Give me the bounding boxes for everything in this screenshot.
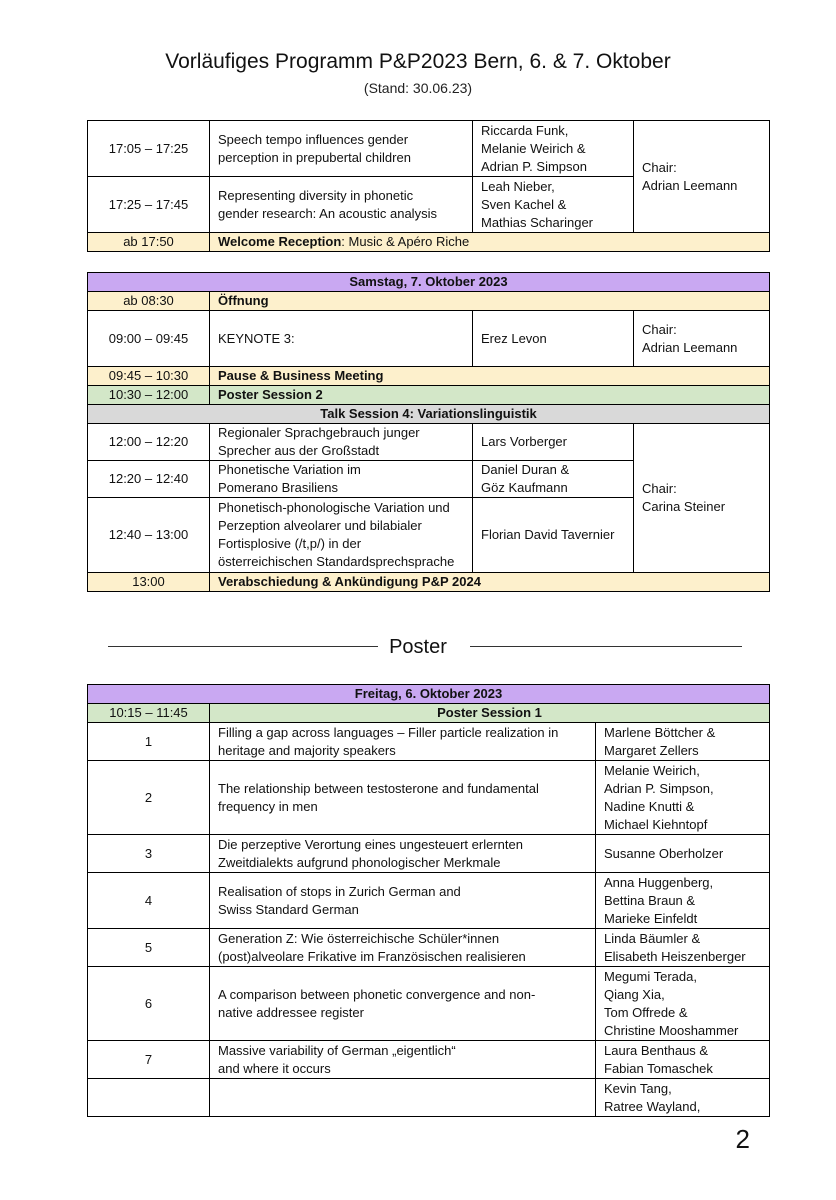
table-row (88, 233, 770, 252)
poster-authors: Linda Bäumler & Elisabeth Heiszenberger (596, 929, 770, 967)
table-row (88, 967, 770, 1041)
reception-label: Welcome Reception: Music & Apéro Riche (210, 233, 770, 252)
table-row (88, 311, 770, 367)
poster-heading-text: Poster (389, 636, 447, 658)
talk-time: 12:00 – 12:20 (88, 424, 210, 461)
poster-title: Die perzeptive Verortung eines ungesteuert erlernten Zweitdialekts aufgrund phonologischer Merkmale (210, 835, 596, 873)
poster-number: 7 (88, 1041, 210, 1079)
table-row (88, 1041, 770, 1079)
table-row (88, 424, 770, 461)
keynote-time: 09:00 – 09:45 (88, 311, 210, 367)
talk-authors: Daniel Duran & Göz Kaufmann (473, 461, 634, 498)
talk-authors: Florian David Tavernier (473, 498, 634, 573)
talk-title: Regionaler Sprachgebrauch junger Sprecher aus der Großstadt (210, 424, 473, 461)
poster-title: The relationship between testosterone and fundamental frequency in men (210, 761, 596, 835)
closing-label: Verabschiedung & Ankündigung P&P 2024 (210, 573, 770, 592)
table-row (88, 835, 770, 873)
poster-number: 4 (88, 873, 210, 929)
poster-title: A comparison between phonetic convergence and non- native addressee register (210, 967, 596, 1041)
talk-time: 17:25 – 17:45 (88, 177, 210, 233)
table-row (88, 573, 770, 592)
table-row (88, 1079, 770, 1117)
poster-authors: Megumi Terada, Qiang Xia, Tom Offrede & Christine Mooshammer (596, 967, 770, 1041)
table-row (88, 873, 770, 929)
poster-authors: Susanne Oberholzer (596, 835, 770, 873)
talk-time: 12:20 – 12:40 (88, 461, 210, 498)
poster-title: Generation Z: Wie österreichische Schüler*innen (post)alveolare Frikative im Französischen realisieren (210, 929, 596, 967)
reception-time: ab 17:50 (88, 233, 210, 252)
talk-authors: Riccarda Funk, Melanie Weirich & Adrian P. Simpson (473, 121, 634, 177)
poster-session-time: 10:15 – 11:45 (88, 704, 210, 723)
closing-time: 13:00 (88, 573, 210, 592)
table-row (88, 929, 770, 967)
pause-time: 09:45 – 10:30 (88, 367, 210, 386)
poster-number: 6 (88, 967, 210, 1041)
table-row (88, 386, 770, 405)
session-chair: Chair: Adrian Leemann (634, 121, 770, 233)
keynote-chair: Chair: Adrian Leemann (634, 311, 770, 367)
talk-authors: Leah Nieber, Sven Kachel & Mathias Scharinger (473, 177, 634, 233)
table-row (88, 367, 770, 386)
talk-session-header: Talk Session 4: Variationslinguistik (88, 405, 770, 424)
poster-title: Filling a gap across languages – Filler particle realization in heritage and majority speakers (210, 723, 596, 761)
table-row (88, 704, 770, 723)
table-row (88, 685, 770, 704)
poster-title: Massive variability of German „eigentlich“ and where it occurs (210, 1041, 596, 1079)
session-chair: Chair: Carina Steiner (634, 424, 770, 573)
poster-authors: Kevin Tang, Ratree Wayland, (596, 1079, 770, 1117)
talk-title: Phonetisch-phonologische Variation und Perzeption alveolarer und bilabialer Fortisplosive (/t,p/) in der österreichischen Standardsprechsprache (210, 498, 473, 573)
poster-authors: Anna Huggenberg, Bettina Braun & Marieke Einfeldt (596, 873, 770, 929)
poster-session-time: 10:30 – 12:00 (88, 386, 210, 405)
saturday-table (87, 272, 770, 592)
poster-title: Realisation of stops in Zurich German and Swiss Standard German (210, 873, 596, 929)
poster-authors: Marlene Böttcher & Margaret Zellers (596, 723, 770, 761)
poster-number: 1 (88, 723, 210, 761)
talk-authors: Lars Vorberger (473, 424, 634, 461)
talk-time: 17:05 – 17:25 (88, 121, 210, 177)
poster-number: 2 (88, 761, 210, 835)
keynote-speaker: Erez Levon (473, 311, 634, 367)
talk-time: 12:40 – 13:00 (88, 498, 210, 573)
table-row (88, 405, 770, 424)
poster-section-heading (0, 636, 836, 662)
poster-session-label: Poster Session 2 (210, 386, 770, 405)
poster-session-label: Poster Session 1 (210, 704, 770, 723)
poster-number (88, 1079, 210, 1117)
table-row (88, 292, 770, 311)
table-row (88, 723, 770, 761)
page-subtitle: (Stand: 30.06.23) (363, 80, 473, 96)
day-header: Freitag, 6. Oktober 2023 (88, 685, 770, 704)
poster-authors: Melanie Weirich, Adrian P. Simpson, Nadine Knutti & Michael Kiehntopf (596, 761, 770, 835)
talk-title: Phonetische Variation im Pomerano Brasiliens (210, 461, 473, 498)
title-prefix: Vorläufiges (165, 50, 270, 73)
poster-number: 5 (88, 929, 210, 967)
friday-evening-table (87, 120, 770, 252)
keynote-label: KEYNOTE 3: (210, 311, 473, 367)
divider-right (470, 646, 742, 647)
poster-title (210, 1079, 596, 1117)
title-rest: Programm P&P2023 Bern, 6. & 7. Oktober (275, 50, 671, 73)
page-title (0, 50, 836, 74)
poster-table (87, 684, 770, 1117)
table-row (88, 761, 770, 835)
table-row (88, 121, 770, 177)
table-row (88, 273, 770, 292)
poster-number: 3 (88, 835, 210, 873)
opening-label: Öffnung (210, 292, 770, 311)
talk-title: Representing diversity in phonetic gender research: An acoustic analysis (210, 177, 473, 233)
talk-title: Speech tempo influences gender perception in prepubertal children (210, 121, 473, 177)
pause-label: Pause & Business Meeting (210, 367, 770, 386)
opening-time: ab 08:30 (88, 292, 210, 311)
day-header: Samstag, 7. Oktober 2023 (88, 273, 770, 292)
page-number: 2 (735, 1124, 750, 1154)
poster-authors: Laura Benthaus & Fabian Tomaschek (596, 1041, 770, 1079)
